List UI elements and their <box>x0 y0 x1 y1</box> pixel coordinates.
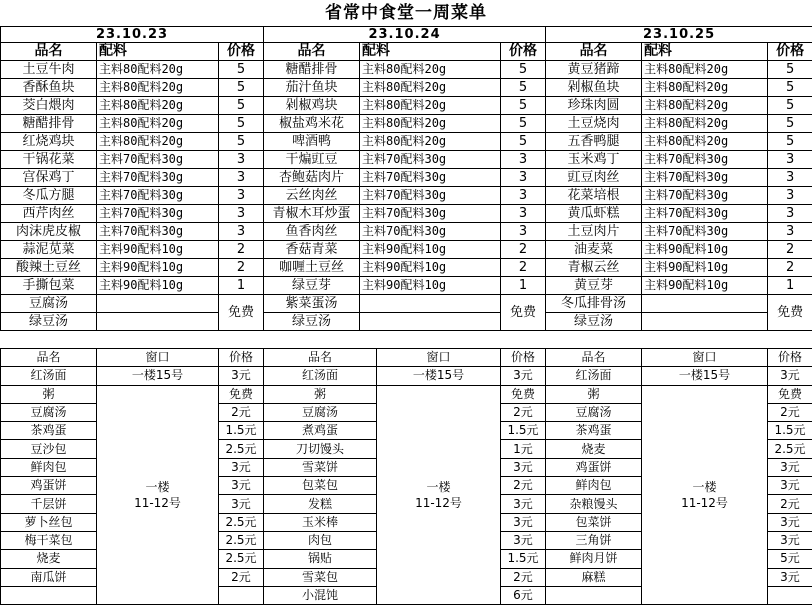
dish-name: 绿豆芽 <box>264 277 360 295</box>
dish-name: 手撕包菜 <box>1 277 97 295</box>
dish-name: 油麦菜 <box>546 241 642 259</box>
dish-name: 酸辣土豆丝 <box>1 259 97 277</box>
breakfast-item-name: 萝卜丝包 <box>1 513 97 531</box>
dish-ingredients: 主料70配料30g <box>642 205 768 223</box>
dish-ingredients: 主料80配料20g <box>360 133 501 151</box>
breakfast-item-price: 3元 <box>501 495 546 513</box>
breakfast-item-name: 鲜肉月饼 <box>546 550 642 568</box>
dish-name: 土豆烧肉 <box>546 115 642 133</box>
breakfast-item-name: 麻糕 <box>546 568 642 586</box>
dish-price: 5 <box>768 79 812 97</box>
dish-ingredients: 主料90配料10g <box>97 241 219 259</box>
dish-name: 青椒木耳炒蛋 <box>264 205 360 223</box>
dish-row <box>1 241 812 259</box>
dish-price: 2 <box>219 259 264 277</box>
dish-price: 5 <box>768 115 812 133</box>
breakfast-item-name: 雪菜包 <box>264 568 377 586</box>
header-price: 价格 <box>219 43 264 61</box>
dish-ingredients: 主料90配料10g <box>360 241 501 259</box>
dish-row <box>1 97 812 115</box>
dish-ingredients: 主料80配料20g <box>97 133 219 151</box>
breakfast-item-price: 2.5元 <box>219 440 264 458</box>
dish-price: 3 <box>501 187 546 205</box>
dish-price: 5 <box>501 79 546 97</box>
breakfast-item-name: 粥 <box>1 385 97 403</box>
dish-ingredients: 主料90配料10g <box>97 277 219 295</box>
dish-name: 土豆肉片 <box>546 223 642 241</box>
breakfast-item-price: 免费 <box>501 385 546 403</box>
breakfast-item-price: 2元 <box>219 568 264 586</box>
dish-name: 咖喱土豆丝 <box>264 259 360 277</box>
dish-price: 5 <box>501 115 546 133</box>
dish-ingredients: 主料80配料20g <box>97 115 219 133</box>
dish-price: 2 <box>768 241 812 259</box>
breakfast-item-name: 煮鸡蛋 <box>264 422 377 440</box>
dish-name: 肉沫虎皮椒 <box>1 223 97 241</box>
dish-name: 香酥鱼块 <box>1 79 97 97</box>
header-ingredients: 配料 <box>97 43 219 61</box>
breakfast-item-price: 2元 <box>501 403 546 421</box>
header-name: 品名 <box>546 43 642 61</box>
dish-price: 5 <box>219 115 264 133</box>
breakfast-window <box>377 385 501 605</box>
dish-ingredients: 主料70配料30g <box>97 169 219 187</box>
header-price: 价格 <box>219 349 264 367</box>
breakfast-item-name: 烧麦 <box>1 550 97 568</box>
dish-price: 3 <box>219 169 264 187</box>
dish-price: 3 <box>219 223 264 241</box>
breakfast-item-name: 梅干菜包 <box>1 531 97 549</box>
soup-ingredients-empty <box>642 313 768 331</box>
breakfast-item-name <box>546 586 642 604</box>
noodle-row <box>1 367 812 385</box>
breakfast-item-name: 豆腐汤 <box>546 403 642 421</box>
dish-ingredients: 主料80配料20g <box>360 97 501 115</box>
dish-ingredients: 主料70配料30g <box>97 223 219 241</box>
dish-name: 青椒云丝 <box>546 259 642 277</box>
dish-price: 5 <box>501 61 546 79</box>
dish-name: 剁椒鱼块 <box>546 79 642 97</box>
dish-ingredients: 主料80配料20g <box>97 61 219 79</box>
dish-name: 花菜培根 <box>546 187 642 205</box>
dish-price: 3 <box>768 187 812 205</box>
breakfast-item-price: 1.5元 <box>501 550 546 568</box>
window-number: 11-12号 <box>642 495 767 511</box>
dish-price: 3 <box>501 205 546 223</box>
header-ingredients: 配料 <box>642 43 768 61</box>
dish-name: 红烧鸡块 <box>1 133 97 151</box>
breakfast-item-price: 2.5元 <box>219 550 264 568</box>
dish-name: 土豆牛肉 <box>1 61 97 79</box>
dish-price: 2 <box>219 241 264 259</box>
dish-row <box>1 151 812 169</box>
dish-name: 黄豆猪蹄 <box>546 61 642 79</box>
breakfast-item-name: 肉包 <box>264 531 377 549</box>
dish-name: 宫保鸡丁 <box>1 169 97 187</box>
header-window: 窗口 <box>377 349 501 367</box>
day-date: 23.10.24 <box>264 27 546 43</box>
soup-name: 绿豆汤 <box>264 313 360 331</box>
dish-row <box>1 133 812 151</box>
noodle-window: 一楼15号 <box>377 367 501 385</box>
breakfast-item-price: 3元 <box>501 513 546 531</box>
breakfast-item-price: 5元 <box>768 550 812 568</box>
dish-name: 糖醋排骨 <box>264 61 360 79</box>
noodle-price: 3元 <box>501 367 546 385</box>
breakfast-item-price: 2元 <box>219 403 264 421</box>
window-floor: 一楼 <box>97 479 218 495</box>
dish-ingredients: 主料70配料30g <box>360 187 501 205</box>
dish-name: 啤酒鸭 <box>264 133 360 151</box>
dish-row <box>1 205 812 223</box>
header-name: 品名 <box>1 43 97 61</box>
dish-name: 玉米鸡丁 <box>546 151 642 169</box>
dish-name: 豇豆肉丝 <box>546 169 642 187</box>
dish-price: 2 <box>501 241 546 259</box>
day-date: 23.10.25 <box>546 27 812 43</box>
breakfast-item-price: 2元 <box>768 495 812 513</box>
dish-name: 杏鲍菇肉片 <box>264 169 360 187</box>
window-floor: 一楼 <box>642 479 767 495</box>
dish-price: 2 <box>768 259 812 277</box>
breakfast-item-price: 1.5元 <box>219 422 264 440</box>
dish-price: 3 <box>768 151 812 169</box>
breakfast-item-name: 包菜包 <box>264 477 377 495</box>
breakfast-item-name: 包菜饼 <box>546 513 642 531</box>
soup-ingredients-empty <box>360 295 501 313</box>
header-name: 品名 <box>1 349 97 367</box>
soup-name: 豆腐汤 <box>1 295 97 313</box>
soup-price: 免费 <box>501 295 546 331</box>
dish-ingredients: 主料70配料30g <box>642 223 768 241</box>
dish-name: 茄汁鱼块 <box>264 79 360 97</box>
breakfast-item-price: 3元 <box>501 531 546 549</box>
dish-name: 鱼香肉丝 <box>264 223 360 241</box>
breakfast-item-name: 杂粮馒头 <box>546 495 642 513</box>
header-price: 价格 <box>768 43 812 61</box>
header-name: 品名 <box>546 349 642 367</box>
dish-price: 5 <box>219 61 264 79</box>
breakfast-item-name: 千层饼 <box>1 495 97 513</box>
breakfast-item-price: 3元 <box>768 513 812 531</box>
breakfast-item-price: 3元 <box>768 531 812 549</box>
dish-ingredients: 主料70配料30g <box>642 169 768 187</box>
dish-ingredients: 主料90配料10g <box>97 259 219 277</box>
noodle-name: 红汤面 <box>264 367 377 385</box>
dish-ingredients: 主料70配料30g <box>97 205 219 223</box>
soup-name: 绿豆汤 <box>546 313 642 331</box>
dish-ingredients: 主料80配料20g <box>642 115 768 133</box>
breakfast-item-price <box>768 586 812 604</box>
dish-ingredients: 主料70配料30g <box>360 151 501 169</box>
breakfast-item-price: 免费 <box>768 385 812 403</box>
noodle-price: 3元 <box>768 367 812 385</box>
window-floor: 一楼 <box>377 479 500 495</box>
dish-name: 黄豆芽 <box>546 277 642 295</box>
breakfast-item-name: 粥 <box>546 385 642 403</box>
soup-ingredients-empty <box>97 295 219 313</box>
dish-ingredients: 主料80配料20g <box>642 61 768 79</box>
breakfast-item-price: 2.5元 <box>219 531 264 549</box>
breakfast-item-name: 发糕 <box>264 495 377 513</box>
noodle-window: 一楼15号 <box>97 367 219 385</box>
breakfast-item-name: 粥 <box>264 385 377 403</box>
dish-price: 1 <box>219 277 264 295</box>
dish-price: 3 <box>768 223 812 241</box>
header-price: 价格 <box>501 43 546 61</box>
breakfast-item-name: 豆腐汤 <box>264 403 377 421</box>
dish-ingredients: 主料90配料10g <box>360 277 501 295</box>
breakfast-item-name: 锅贴 <box>264 550 377 568</box>
page-title: 省常中食堂一周菜单 <box>0 0 812 26</box>
breakfast-item-price <box>219 586 264 604</box>
soup-name: 冬瓜排骨汤 <box>546 295 642 313</box>
dish-name: 珍珠肉圆 <box>546 97 642 115</box>
header-name: 品名 <box>264 43 360 61</box>
breakfast-item-name: 雪菜饼 <box>264 458 377 476</box>
dish-price: 5 <box>768 61 812 79</box>
breakfast-table <box>0 348 812 605</box>
dish-name: 黄瓜虾糕 <box>546 205 642 223</box>
dish-name: 西芹肉丝 <box>1 205 97 223</box>
dish-ingredients: 主料90配料10g <box>642 259 768 277</box>
dish-price: 5 <box>501 133 546 151</box>
window-number: 11-12号 <box>377 495 500 511</box>
dish-price: 3 <box>501 169 546 187</box>
weekly-menu-table <box>0 26 812 331</box>
breakfast-item-price: 3元 <box>768 477 812 495</box>
dish-name: 香菇青菜 <box>264 241 360 259</box>
soup-name: 紫菜蛋汤 <box>264 295 360 313</box>
dish-ingredients: 主料80配料20g <box>642 79 768 97</box>
breakfast-item-price: 2元 <box>501 477 546 495</box>
breakfast-item-price: 2.5元 <box>768 440 812 458</box>
dish-row <box>1 61 812 79</box>
breakfast-item-price: 2元 <box>768 403 812 421</box>
dish-price: 3 <box>768 205 812 223</box>
breakfast-item-price: 1.5元 <box>501 422 546 440</box>
header-row <box>1 43 812 61</box>
breakfast-item-price: 3元 <box>219 495 264 513</box>
soup-ingredients-empty <box>97 313 219 331</box>
dish-row <box>1 277 812 295</box>
dish-name: 冬瓜方腿 <box>1 187 97 205</box>
noodle-name: 红汤面 <box>546 367 642 385</box>
soup-ingredients-empty <box>360 313 501 331</box>
dish-name: 椒盐鸡米花 <box>264 115 360 133</box>
breakfast-item-price: 2元 <box>501 568 546 586</box>
dish-name: 云丝肉丝 <box>264 187 360 205</box>
dish-row <box>1 79 812 97</box>
dish-name: 蒜泥苋菜 <box>1 241 97 259</box>
soup-ingredients-empty <box>642 295 768 313</box>
dish-ingredients: 主料70配料30g <box>97 187 219 205</box>
breakfast-item-price: 1元 <box>501 440 546 458</box>
breakfast-row <box>1 385 812 403</box>
dish-price: 5 <box>219 79 264 97</box>
dish-ingredients: 主料70配料30g <box>360 223 501 241</box>
dish-price: 3 <box>219 187 264 205</box>
breakfast-window <box>97 385 219 605</box>
dish-row <box>1 187 812 205</box>
dish-ingredients: 主料80配料20g <box>97 97 219 115</box>
header-price: 价格 <box>501 349 546 367</box>
dish-price: 5 <box>219 97 264 115</box>
dish-price: 5 <box>501 97 546 115</box>
dish-ingredients: 主料70配料30g <box>642 151 768 169</box>
noodle-price: 3元 <box>219 367 264 385</box>
dish-row <box>1 259 812 277</box>
dish-ingredients: 主料80配料20g <box>360 61 501 79</box>
dish-price: 5 <box>219 133 264 151</box>
breakfast-item-price: 6元 <box>501 586 546 604</box>
day-date: 23.10.23 <box>1 27 264 43</box>
dish-row <box>1 223 812 241</box>
soup-price: 免费 <box>768 295 812 331</box>
dish-ingredients: 主料80配料20g <box>360 115 501 133</box>
soup-row <box>1 313 812 331</box>
breakfast-item-name: 小混饨 <box>264 586 377 604</box>
breakfast-item-name: 刀切馒头 <box>264 440 377 458</box>
soup-name: 绿豆汤 <box>1 313 97 331</box>
dish-price: 3 <box>219 151 264 169</box>
dish-price: 3 <box>768 169 812 187</box>
breakfast-item-name: 茶鸡蛋 <box>1 422 97 440</box>
dish-price: 1 <box>768 277 812 295</box>
breakfast-item-name: 玉米棒 <box>264 513 377 531</box>
breakfast-item-name: 鲜肉包 <box>1 458 97 476</box>
breakfast-item-price: 2.5元 <box>219 513 264 531</box>
dish-name: 糖醋排骨 <box>1 115 97 133</box>
breakfast-item-name: 烧麦 <box>546 440 642 458</box>
breakfast-item-price: 1.5元 <box>768 422 812 440</box>
dish-ingredients: 主料80配料20g <box>360 79 501 97</box>
breakfast-item-price: 3元 <box>219 477 264 495</box>
breakfast-item-name: 豆沙包 <box>1 440 97 458</box>
breakfast-item-name: 鸡蛋饼 <box>546 458 642 476</box>
dish-name: 五香鸭腿 <box>546 133 642 151</box>
breakfast-item-price: 免费 <box>219 385 264 403</box>
header-window: 窗口 <box>97 349 219 367</box>
dish-ingredients: 主料90配料10g <box>642 277 768 295</box>
breakfast-item-price: 3元 <box>768 458 812 476</box>
breakfast-header-row <box>1 349 812 367</box>
noodle-name: 红汤面 <box>1 367 97 385</box>
dish-ingredients: 主料80配料20g <box>642 133 768 151</box>
breakfast-item-price: 3元 <box>219 458 264 476</box>
breakfast-item-name: 鲜肉包 <box>546 477 642 495</box>
dish-ingredients: 主料80配料20g <box>642 97 768 115</box>
breakfast-item-name <box>1 586 97 604</box>
dish-price: 5 <box>768 133 812 151</box>
dish-ingredients: 主料70配料30g <box>360 205 501 223</box>
header-name: 品名 <box>264 349 377 367</box>
dish-ingredients: 主料70配料30g <box>97 151 219 169</box>
dish-ingredients: 主料70配料30g <box>642 187 768 205</box>
header-window: 窗口 <box>642 349 768 367</box>
header-price: 价格 <box>768 349 812 367</box>
dish-price: 3 <box>219 205 264 223</box>
dish-name: 干煸豇豆 <box>264 151 360 169</box>
breakfast-item-price: 3元 <box>501 458 546 476</box>
dish-price: 3 <box>501 151 546 169</box>
dish-price: 2 <box>501 259 546 277</box>
dish-row <box>1 115 812 133</box>
dish-ingredients: 主料80配料20g <box>97 79 219 97</box>
dish-price: 3 <box>501 223 546 241</box>
noodle-window: 一楼15号 <box>642 367 768 385</box>
dish-price: 5 <box>768 97 812 115</box>
dish-row <box>1 169 812 187</box>
dish-ingredients: 主料70配料30g <box>360 169 501 187</box>
breakfast-item-name: 南瓜饼 <box>1 568 97 586</box>
window-number: 11-12号 <box>97 495 218 511</box>
breakfast-window <box>642 385 768 605</box>
breakfast-item-price: 3元 <box>768 568 812 586</box>
breakfast-item-name: 鸡蛋饼 <box>1 477 97 495</box>
header-ingredients: 配料 <box>360 43 501 61</box>
dish-price: 1 <box>501 277 546 295</box>
dish-name: 茭白煨肉 <box>1 97 97 115</box>
breakfast-item-name: 豆腐汤 <box>1 403 97 421</box>
soup-row <box>1 295 812 313</box>
breakfast-item-name: 三角饼 <box>546 531 642 549</box>
date-row <box>1 27 812 43</box>
soup-price: 免费 <box>219 295 264 331</box>
breakfast-item-name: 茶鸡蛋 <box>546 422 642 440</box>
dish-name: 剁椒鸡块 <box>264 97 360 115</box>
dish-name: 干锅花菜 <box>1 151 97 169</box>
dish-ingredients: 主料90配料10g <box>642 241 768 259</box>
dish-ingredients: 主料90配料10g <box>360 259 501 277</box>
